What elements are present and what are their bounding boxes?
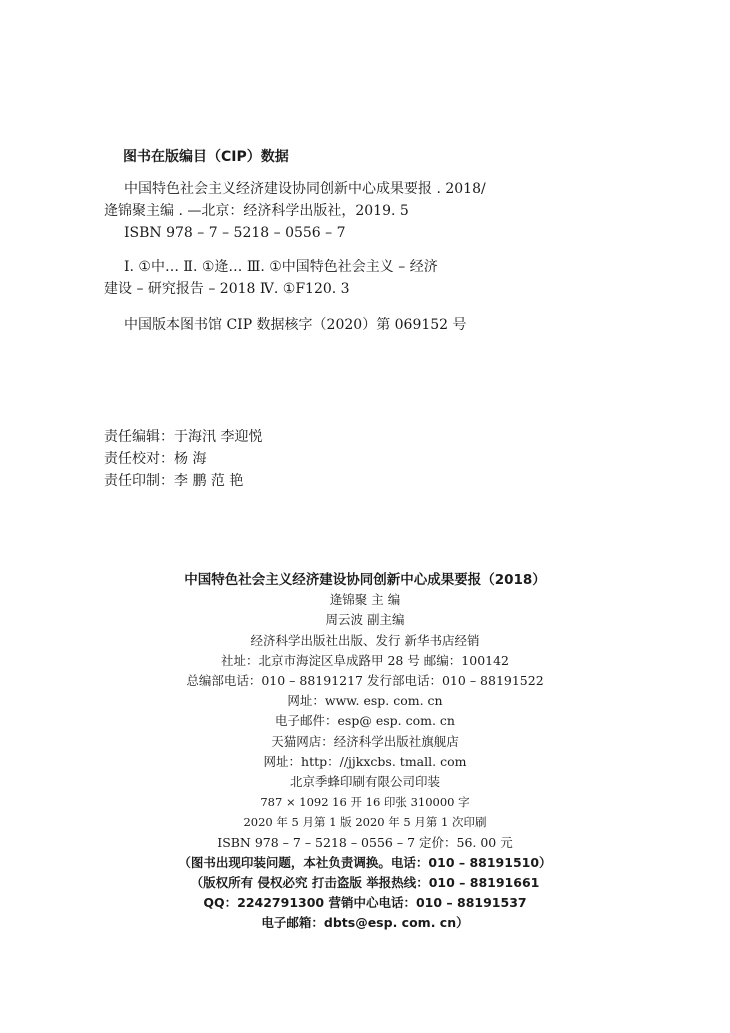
responsible-printing: 责任印制：李 鹏 范 艳	[104, 473, 244, 489]
printer: 北京季蜂印刷有限公司印装	[289, 774, 440, 790]
address: 社址：北京市海淀区阜成路甲 28 号 邮编：100142	[220, 652, 510, 668]
book-format: 787 × 1092 16 开 16 印张 310000 字	[260, 795, 470, 810]
cip-classification	[104, 256, 438, 300]
cip-line-title: 中国特色社会主义经济建设协同创新中心成果要报 . 2018/	[124, 181, 486, 197]
responsible-proofreader: 责任校对：杨 海	[104, 451, 207, 467]
staff-credits	[104, 426, 262, 492]
contact-qq: QQ：2242791300 营销中心电话：010 – 88191537	[203, 895, 527, 911]
cip-heading: 图书在版编目（CIP）数据	[123, 149, 289, 165]
copyright-notice: （版权所有 侵权必究 打击盗版 举报热线：010 – 88191661	[190, 875, 540, 891]
edition-info: 2020 年 5 月第 1 版 2020 年 5 月第 1 次印刷	[243, 815, 487, 830]
colophon	[0, 570, 730, 934]
cip-record	[104, 178, 486, 244]
website: 网址：www. esp. com. cn	[287, 693, 443, 709]
contact-email: 电子邮箱：dbts@esp. com. cn）	[261, 915, 469, 931]
cip-line-isbn: ISBN 978 – 7 – 5218 – 0556 – 7	[124, 225, 346, 241]
chief-editor: 逄锦聚 主 编	[329, 592, 401, 608]
cip-verification-number: 中国版本图书馆 CIP 数据核字（2020）第 069152 号	[124, 317, 467, 333]
tmall-store: 天猫网店：经济科学出版社旗舰店	[271, 733, 459, 749]
responsible-editor: 责任编辑：于海汛 李迎悦	[104, 429, 263, 445]
print-issue-notice: （图书出现印装问题，本社负责调换。电话：010 – 88191510）	[178, 854, 552, 870]
email: 电子邮件：esp@ esp. com. cn	[275, 713, 455, 729]
classification-line: Ⅰ. ①中… Ⅱ. ①逄… Ⅲ. ①中国特色社会主义 – 经济	[124, 259, 438, 275]
isbn-price: ISBN 978 – 7 – 5218 – 0556 – 7 定价：56. 00 元	[217, 834, 513, 850]
publisher: 经济科学出版社出版、发行 新华书店经销	[250, 632, 480, 648]
classification-line: 建设 – 研究报告 – 2018 Ⅳ. ①F120. 3	[104, 281, 350, 297]
book-title: 中国特色社会主义经济建设协同创新中心成果要报（2018）	[184, 572, 546, 588]
deputy-editor: 周云波 副主编	[325, 612, 405, 628]
tmall-website: 网址：http：//jjkxcbs. tmall. com	[263, 753, 467, 769]
cip-line-editor: 逄锦聚主编 . —北京：经济科学出版社，2019. 5	[104, 203, 409, 219]
phone-numbers: 总编部电话：010 – 88191217 发行部电话：010 – 88191522	[186, 673, 544, 689]
